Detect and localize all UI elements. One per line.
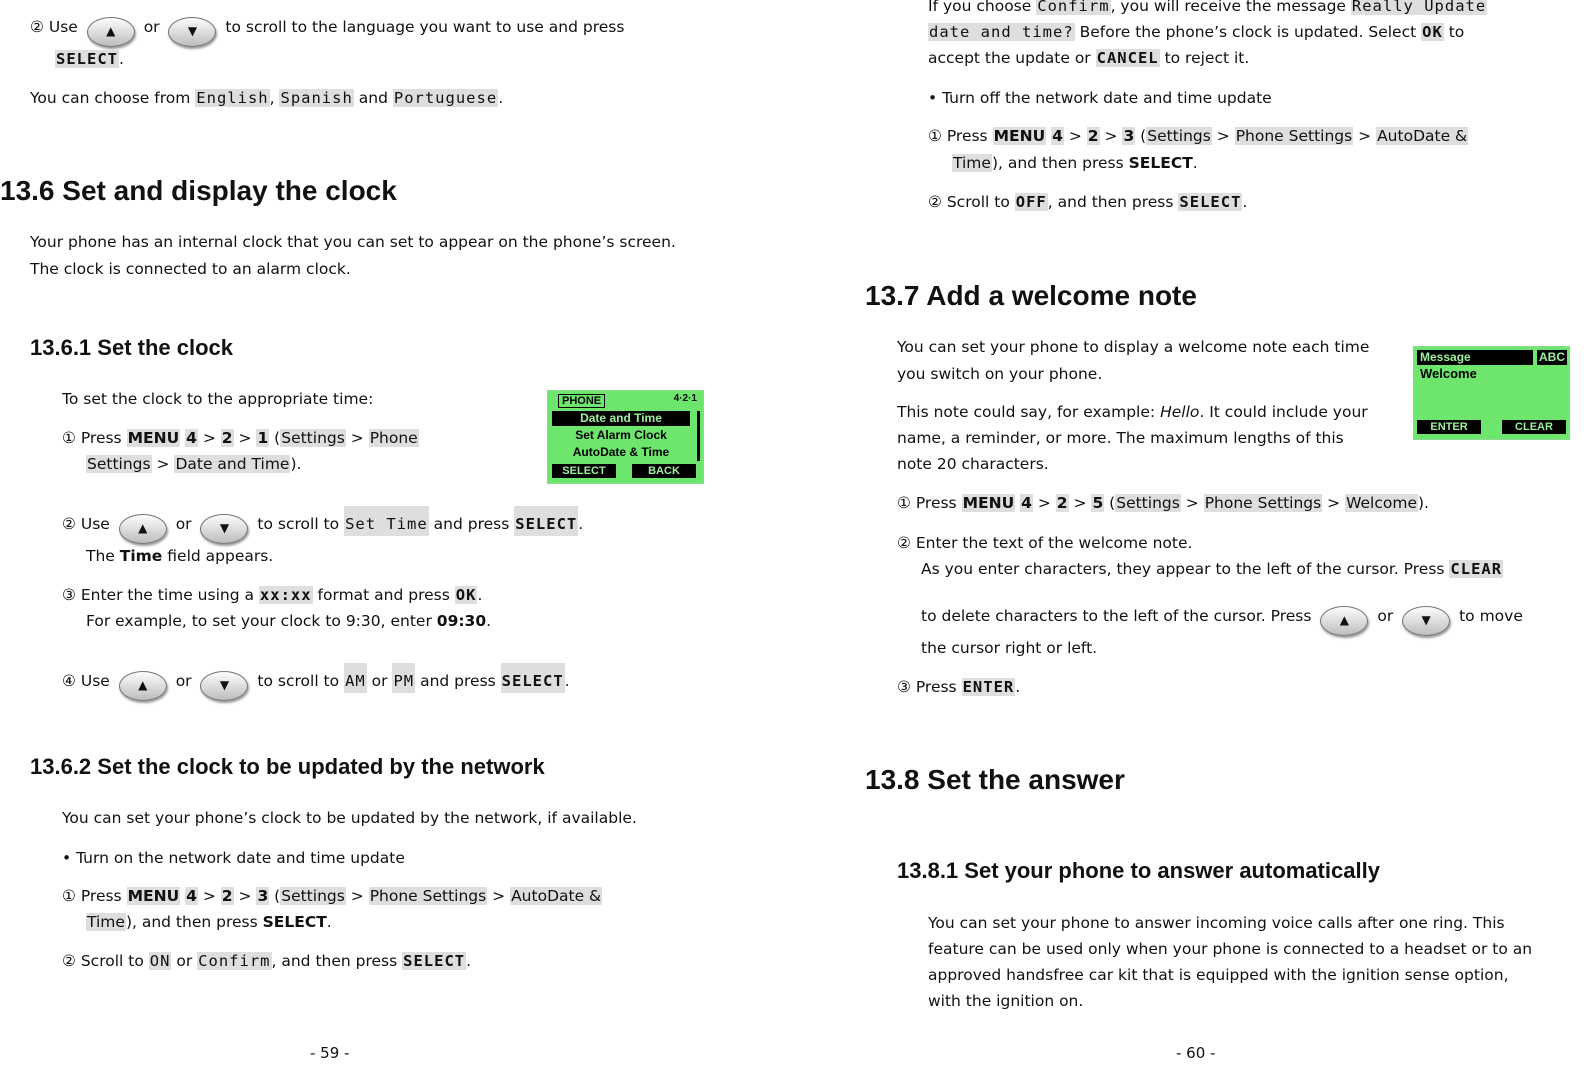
confirm-para-line-1: If you choose Confirm, you will receive the message Really Update — [928, 0, 1487, 18]
section-heading-13-7: 13.7 Add a welcome note — [865, 280, 1197, 311]
up-key-icon: ▲ — [119, 514, 167, 544]
welcome-desc-4: name, a reminder, or more. The maximum lengths of this — [897, 429, 1344, 447]
network-desc: You can set your phone’s clock to be updated by the network, if available. — [62, 809, 637, 827]
off-step-1-cont: Time), and then press SELECT. — [953, 154, 1198, 172]
section-heading-13-8-1: 13.8.1 Set your phone to answer automatically — [897, 858, 1380, 883]
answer-desc-4: with the ignition on. — [928, 992, 1084, 1010]
answer-desc-3: approved handsfree car kit that is equipped with the ignition sense option, — [928, 966, 1509, 984]
up-key-icon: ▲ — [119, 671, 167, 701]
confirm-para-line-3: accept the update or CANCEL to reject it. — [928, 49, 1250, 67]
scrollbar-indicator — [697, 411, 700, 461]
welcome-step-2-note-1: As you enter characters, they appear to the left of the cursor. Press CLEAR — [921, 560, 1503, 578]
welcome-desc-3: This note could say, for example: Hello. It could include your — [897, 403, 1368, 421]
set-clock-step-2-note: The Time field appears. — [86, 547, 274, 565]
network-step-1: ① Press MENU 4 > 2 > 3 (Settings > Phone Settings > AutoDate & — [62, 887, 602, 905]
bullet-turn-off: • Turn off the network date and time update — [928, 89, 1272, 107]
welcome-step-3: ③ Press ENTER. — [897, 678, 1021, 696]
bullet-turn-on: • Turn on the network date and time update — [62, 849, 405, 867]
language-step-cont: SELECT. — [56, 50, 124, 68]
set-clock-step-3-note: For example, to set your clock to 9:30, enter 09:30. — [86, 612, 492, 630]
page-number: - 59 - — [310, 1044, 350, 1062]
set-clock-step-1-cont: Settings > Date and Time). — [87, 455, 302, 473]
up-key-icon: ▲ — [87, 17, 135, 47]
phone-screen-welcome-note: Message ABC Welcome ENTER CLEAR — [1413, 346, 1570, 440]
welcome-step-2-note-2: to delete characters to the left of the cursor. Press ▲ or ▼ to move — [921, 604, 1523, 636]
welcome-desc-1: You can set your phone to display a welcome note each time — [897, 338, 1370, 356]
set-clock-step-2: ② Use ▲ or ▼ to scroll to Set Time and press SELECT. — [62, 512, 583, 544]
answer-desc-2: feature can be used only when your phone is connected to a headset or to an — [928, 940, 1533, 958]
network-step-1-cont: Time), and then press SELECT. — [87, 913, 332, 931]
off-step-2: ② Scroll to OFF, and then press SELECT. — [928, 193, 1248, 211]
set-clock-step-1: ① Press MENU 4 > 2 > 1 (Settings > Phone — [62, 429, 418, 447]
section-heading-13-6: 13.6 Set and display the clock — [0, 175, 397, 206]
language-step: ② Use ▲ or ▼ to scroll to the language you want to use and press — [30, 15, 624, 47]
down-key-icon: ▼ — [168, 17, 216, 47]
up-key-icon: ▲ — [1320, 606, 1368, 636]
off-step-1: ① Press MENU 4 > 2 > 3 (Settings > Phone Settings > AutoDate & — [928, 127, 1468, 145]
page-number: - 60 - — [1176, 1044, 1216, 1062]
welcome-desc-5: note 20 characters. — [897, 455, 1049, 473]
right-page — [790, 0, 1587, 1073]
left-page — [0, 0, 790, 1073]
set-clock-step-3: ③ Enter the time using a xx:xx format and press OK. — [62, 586, 483, 604]
down-key-icon: ▼ — [1402, 606, 1450, 636]
answer-desc-1: You can set your phone to answer incoming voice calls after one ring. This — [928, 914, 1505, 932]
welcome-step-2: ② Enter the text of the welcome note. — [897, 534, 1193, 552]
language-options: You can choose from English, Spanish and Portuguese. — [30, 89, 504, 107]
section-heading-13-6-1: 13.6.1 Set the clock — [30, 335, 233, 360]
set-clock-intro: To set the clock to the appropriate time: — [62, 390, 374, 408]
down-key-icon: ▼ — [200, 671, 248, 701]
clock-desc-1: Your phone has an internal clock that you can set to appear on the phone’s screen. — [30, 233, 676, 251]
set-clock-step-4: ④ Use ▲ or ▼ to scroll to AM or PM and press SELECT. — [62, 669, 570, 701]
section-heading-13-8: 13.8 Set the answer — [865, 764, 1125, 795]
welcome-desc-2: you switch on your phone. — [897, 365, 1103, 383]
section-heading-13-6-2: 13.6.2 Set the clock to be updated by the network — [30, 754, 545, 779]
down-key-icon: ▼ — [200, 514, 248, 544]
confirm-para-line-2: date and time? Before the phone’s clock is updated. Select OK to — [929, 23, 1465, 41]
network-step-2: ② Scroll to ON or Confirm, and then press SELECT. — [62, 952, 472, 970]
welcome-step-1: ① Press MENU 4 > 2 > 5 (Settings > Phone Settings > Welcome). — [897, 494, 1429, 512]
phone-screen-date-time-menu: PHONE 4·2·1 Date and Time Set Alarm Clock AutoDate & Time SELECT BACK — [547, 390, 704, 484]
welcome-step-2-note-3: the cursor right or left. — [921, 639, 1098, 657]
clock-desc-2: The clock is connected to an alarm clock. — [30, 260, 351, 278]
